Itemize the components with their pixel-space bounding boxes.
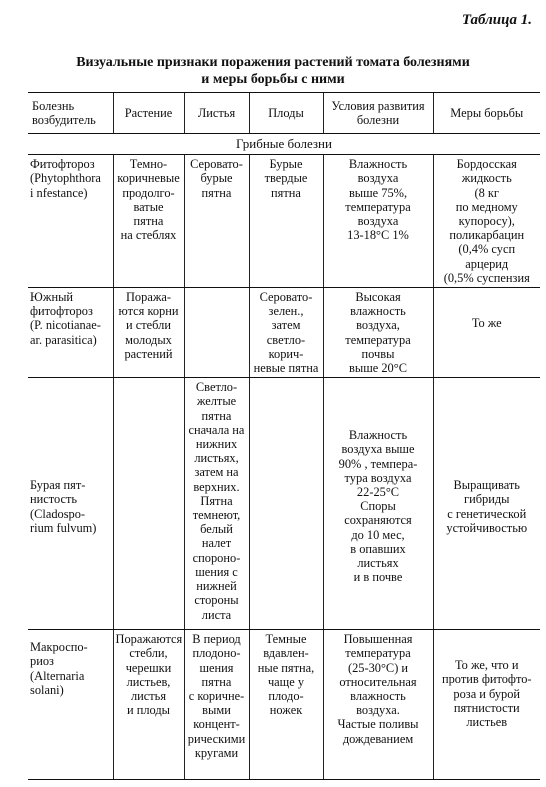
header-fruits: Плоды xyxy=(249,93,323,134)
table-row xyxy=(28,630,540,780)
cell-measures: То же, что и против фитофто- роза и бурой пятнистости листьев xyxy=(433,630,540,780)
cell-leaves: Светло- желтые пятна сначала на нижних листьях, затем на верхних. Пятна темнеют, белый налет спороно- шения с нижней стороны листа xyxy=(184,378,249,630)
table-title xyxy=(0,54,546,88)
cell-measures: Бордосская жидкость (8 кг по медному купоросу), поликарбацин (0,4% сусп арцерид (0,5% суспензия xyxy=(433,155,540,288)
cell-conditions: Повышенная температура (25-30°С) и относительная влажность воздуха. Частые поливы дождеванием xyxy=(323,630,433,780)
title-line-2: и меры борьбы с ними xyxy=(201,72,345,87)
header-leaves: Листья xyxy=(184,93,249,134)
cell-conditions: Влажность воздуха выше 90% , темпера- тура воздуха 22-25°С Споры сохраняются до 10 мес, в опавших листьях и в почве xyxy=(323,378,433,630)
cell-leaves: Серовато- бурые пятна xyxy=(184,155,249,288)
group-row xyxy=(28,134,540,155)
title-line-1: Визуальные признаки поражения растений томата болезнями xyxy=(76,55,470,70)
cell-fruits: Бурые твердые пятна xyxy=(249,155,323,288)
cell-disease: Бурая пят- нистость (Cladospo- rium fulvum) xyxy=(28,378,113,630)
cell-disease: Макроспо- риоз (Alternaria solani) xyxy=(28,630,113,780)
cell-leaves xyxy=(184,288,249,378)
cell-measures: Выращивать гибриды с генетической устойчивостью xyxy=(433,378,540,630)
table-row xyxy=(28,378,540,630)
table-row xyxy=(28,288,540,378)
cell-plant: Поража- ются корни и стебли молодых растений xyxy=(113,288,184,378)
cell-plant xyxy=(113,378,184,630)
cell-conditions: Влажность воздуха выше 75%, температура воздуха 13-18°С 1% xyxy=(323,155,433,288)
header-measures: Меры борьбы xyxy=(433,93,540,134)
cell-disease: Фитофтороз (Phytophthora i nfestance) xyxy=(28,155,113,288)
cell-conditions: Высокая влажность воздуха, температура почвы выше 20°С xyxy=(323,288,433,378)
group-label: Грибные болезни xyxy=(28,134,540,155)
cell-fruits xyxy=(249,378,323,630)
cell-plant: Поражаются стебли, черешки листьев, листья и плоды xyxy=(113,630,184,780)
header-conditions: Условия развития болезни xyxy=(323,93,433,134)
cell-fruits: Серовато- зелен., затем светло- корич- невые пятна xyxy=(249,288,323,378)
header-plant: Растение xyxy=(113,93,184,134)
header-row xyxy=(28,93,540,134)
cell-plant: Темно- коричневые продолго- ватые пятна на стеблях xyxy=(113,155,184,288)
header-disease: Болезнь возбудитель xyxy=(28,93,113,134)
table-number-label: Таблица 1. xyxy=(461,12,532,28)
table-row xyxy=(28,155,540,288)
cell-measures: То же xyxy=(433,288,540,378)
cell-disease: Южный фитофтороз (P. nicotianae- ar. parasitica) xyxy=(28,288,113,378)
cell-leaves: В период плодоно- шения пятна с коричне- выми концент- рическими кругами xyxy=(184,630,249,780)
disease-table xyxy=(28,92,540,780)
cell-fruits: Темные вдавлен- ные пятна, чаще у плодо- ножек xyxy=(249,630,323,780)
